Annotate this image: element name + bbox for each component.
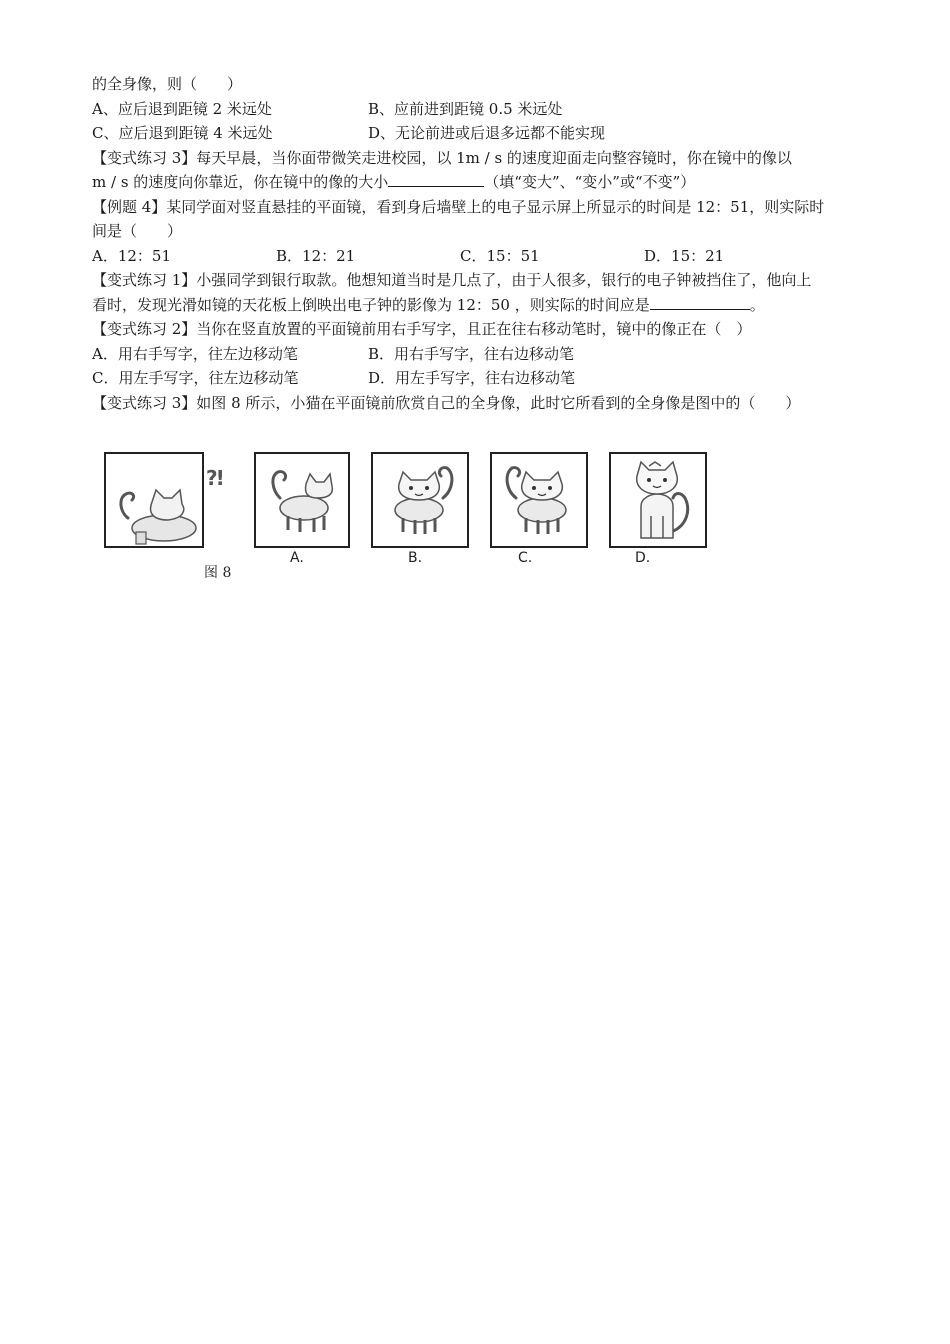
option-b: B．12：21 bbox=[276, 246, 356, 265]
exercise-2-options-cd bbox=[92, 366, 907, 391]
figure-option-b-label: B. bbox=[408, 550, 423, 566]
option-c: C．用左手写字，往左边移动笔 bbox=[92, 369, 299, 387]
question-tail-line: 的全身像，则（ ） bbox=[92, 75, 243, 93]
question-marks: ?! bbox=[206, 466, 223, 490]
option-c: C、应后退到距镜 4 米远处 bbox=[92, 124, 273, 142]
exercise-3-line-2 bbox=[92, 170, 907, 195]
exercise-1-text-b: 。 bbox=[749, 295, 765, 314]
option-a: A．用右手写字，往左边移动笔 bbox=[92, 344, 298, 363]
example-4-line-1: 【例题 4】某同学面对竖直悬挂的平面镜，看到身后墙壁上的电子显示屏上所显示的时间是 12：51，则实际时 bbox=[92, 197, 825, 216]
figure-option-d-box[interactable] bbox=[609, 452, 707, 548]
option-d: D．15：21 bbox=[644, 246, 725, 265]
example-4-options bbox=[92, 244, 907, 269]
exercise-3-text-a: m / s 的速度向你靠近，你在镜中的像的大小 bbox=[92, 173, 389, 191]
figure-option-a-label: A. bbox=[290, 550, 304, 566]
option-d: D、无论前进或后退多远都不能实现 bbox=[368, 124, 606, 142]
exercise-3-text-b: （填“变大”、“变小”或“不变”） bbox=[484, 173, 696, 191]
cat-back-illustration bbox=[106, 454, 202, 546]
exercise-1-line-1: 【变式练习 1】小强同学到银行取款。他想知道当时是几点了，由于人很多，银行的电子钟被挡住了，他向上 bbox=[92, 271, 812, 289]
figure-option-a-box[interactable] bbox=[254, 452, 350, 548]
exercise-1-line-2 bbox=[92, 293, 907, 318]
options-row-ab bbox=[92, 97, 907, 122]
figure-option-c-label: C. bbox=[518, 550, 533, 566]
exercise-3-line-1: 【变式练习 3】每天早晨，当你面带微笑走进校园，以 1m / s 的速度迎面走向整容镜时，你在镜中的像以 bbox=[92, 148, 792, 167]
document-body bbox=[92, 72, 907, 415]
cat-back-side-illustration bbox=[256, 454, 348, 546]
cat-front-tail-right-illustration bbox=[373, 454, 467, 546]
option-b: B、应前进到距镜 0.5 米远处 bbox=[368, 99, 563, 118]
option-d: D．用左手写字，往右边移动笔 bbox=[368, 369, 576, 387]
answer-blank[interactable] bbox=[650, 295, 750, 310]
option-c: C．15：51 bbox=[460, 246, 540, 265]
cat-front-tail-left-illustration bbox=[492, 454, 586, 546]
exercise-3b-line: 【变式练习 3】如图 8 所示，小猫在平面镜前欣赏自己的全身像，此时它所看到的全身像是图中的（ ） bbox=[92, 393, 801, 412]
figure-option-c-box[interactable] bbox=[490, 452, 588, 548]
exercise-1-text-a: 看时，发现光滑如镜的天花板上倒映出电子钟的影像为 12：50 ，则实际的时间应是 bbox=[92, 295, 650, 314]
exercise-2-options-ab bbox=[92, 342, 907, 367]
cat-sitting-front-illustration bbox=[611, 454, 705, 546]
figure-8 bbox=[104, 452, 710, 584]
option-b: B．用右手写字，往右边移动笔 bbox=[368, 344, 575, 363]
option-a: A、应后退到距镜 2 米远处 bbox=[92, 99, 272, 118]
example-4-line-2: 间是（ ） bbox=[92, 222, 183, 240]
figure-caption: 图 8 bbox=[204, 565, 232, 581]
figure-option-b-box[interactable] bbox=[371, 452, 469, 548]
figure-option-d-label: D. bbox=[635, 550, 651, 566]
exercise-2-line: 【变式练习 2】当你在竖直放置的平面镜前用右手写字，且正在往右移动笔时，镜中的像正在（ ） bbox=[92, 320, 752, 338]
options-row-cd bbox=[92, 121, 907, 146]
answer-blank[interactable] bbox=[388, 172, 484, 187]
figure-original-box bbox=[104, 452, 204, 548]
option-a: A．12：51 bbox=[92, 246, 172, 265]
